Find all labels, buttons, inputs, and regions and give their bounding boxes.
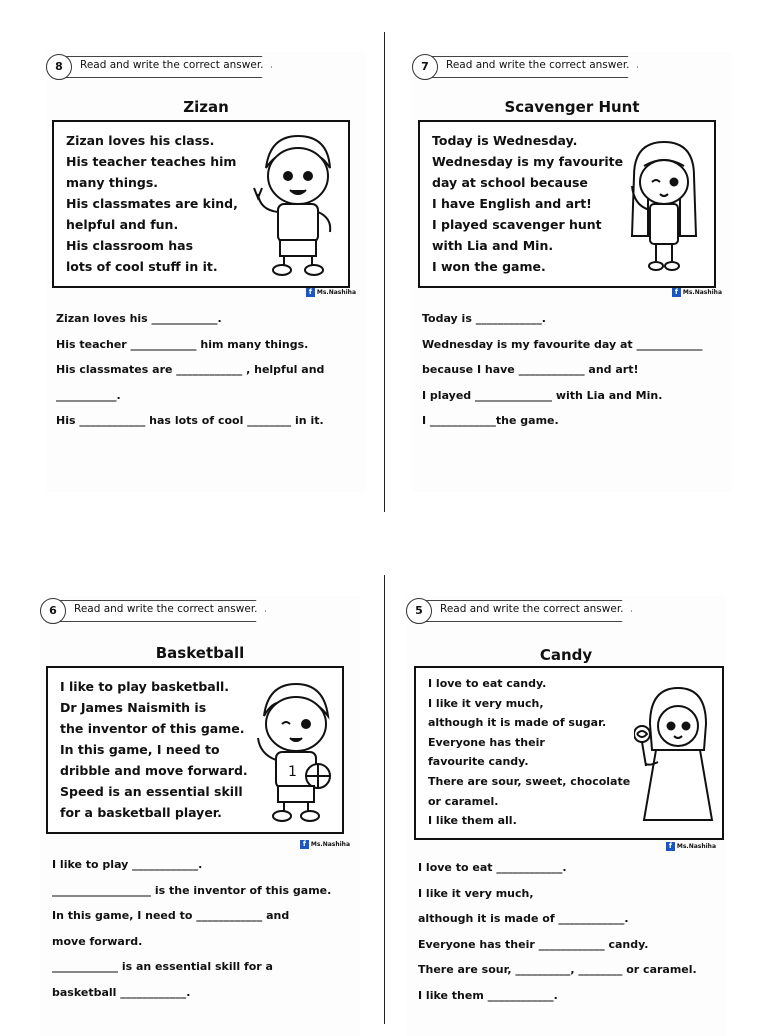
story-text	[66, 130, 238, 277]
worksheet-header	[406, 596, 646, 626]
story-line: I like it very much,	[428, 696, 544, 710]
question-line: I like to play ____________.	[52, 858, 203, 871]
credit-text: Ms.Nashiha	[682, 289, 722, 296]
question-line: In this game, I need to ____________ and	[52, 909, 290, 922]
story-line: lots of cool stuff in it.	[66, 259, 218, 274]
story-line: His teacher teaches him	[66, 154, 237, 169]
story-text	[60, 676, 248, 823]
story-text	[428, 674, 630, 831]
question-line: His ____________ has lots of cool ________ in it.	[56, 414, 324, 427]
question-list	[418, 855, 697, 1008]
divider-top	[384, 32, 385, 512]
question-line: basketball ____________.	[52, 985, 191, 999]
author-credit	[300, 840, 350, 849]
worksheet-card-zizan	[46, 52, 366, 492]
question-line: Zizan loves his ____________.	[56, 312, 222, 325]
divider-bottom	[384, 575, 385, 1024]
author-credit	[306, 288, 356, 297]
story-title: Candy	[539, 646, 593, 664]
story-line: although it is made of sugar.	[428, 716, 607, 730]
worksheet-header	[412, 52, 652, 82]
question-line: His teacher ____________ him many things.	[56, 337, 309, 351]
credit-text: Ms.Nashiha	[676, 843, 716, 850]
story-line: I like to play basketball.	[60, 679, 230, 694]
story-line: His classmates are kind,	[66, 196, 238, 211]
question-line: Wednesday is my favourite day at ____________	[422, 337, 703, 351]
girl-winking-illustration	[620, 136, 708, 276]
story-title: Scavenger Hunt	[504, 98, 640, 116]
story-line: I like them all.	[428, 814, 517, 828]
worksheet-number: 7	[412, 54, 438, 80]
story-box	[52, 120, 350, 288]
question-line: __________________ is the inventor of this game.	[52, 883, 332, 897]
story-line: Speed is an essential skill	[60, 784, 243, 799]
question-line: I love to eat ____________.	[418, 861, 567, 874]
question-line: ____________ is an essential skill for a	[52, 960, 273, 973]
question-list	[422, 306, 702, 434]
story-line: the inventor of this game.	[60, 721, 245, 736]
facebook-icon: f	[300, 840, 309, 849]
facebook-icon: f	[666, 842, 675, 851]
story-line: Dr James Naismith is	[60, 700, 207, 715]
story-line: I played scavenger hunt	[432, 217, 602, 232]
story-line: His classroom has	[66, 238, 194, 253]
instruction-text: Read and write the correct answer.	[74, 603, 258, 615]
question-line: There are sour, __________, ________ or caramel.	[418, 963, 697, 976]
question-list	[52, 852, 331, 1005]
question-list	[56, 306, 324, 434]
facebook-icon: f	[306, 288, 315, 297]
girl-candy-illustration	[634, 680, 718, 830]
worksheet-header	[46, 52, 286, 82]
story-line: Everyone has their	[428, 735, 545, 749]
question-line: His classmates are ____________ , helpful and	[56, 363, 325, 376]
worksheet-number: 5	[406, 598, 432, 624]
question-line: I like them ____________.	[418, 988, 558, 1002]
worksheet-header	[40, 596, 280, 626]
story-line: helpful and fun.	[66, 217, 179, 232]
story-title: Basketball	[155, 644, 245, 662]
story-line: favourite candy.	[428, 755, 529, 769]
author-credit	[672, 288, 722, 297]
worksheet-card-basketball	[40, 596, 360, 1036]
story-box	[418, 120, 716, 288]
worksheet-number: 8	[46, 54, 72, 80]
boy-basketball-illustration	[252, 678, 338, 826]
story-line: Wednesday is my favourite	[432, 154, 624, 169]
facebook-icon: f	[672, 288, 681, 297]
credit-text: Ms.Nashiha	[316, 289, 356, 296]
worksheet-number: 6	[40, 598, 66, 624]
question-line: Today is ____________.	[422, 312, 546, 325]
question-line: although it is made of ____________.	[418, 912, 629, 925]
svg-text:1: 1	[288, 764, 297, 780]
story-line: dribble and move forward.	[60, 763, 248, 778]
story-line: I have English and art!	[432, 196, 592, 211]
author-credit	[666, 842, 716, 851]
story-line: for a basketball player.	[60, 805, 222, 820]
story-line: I won the game.	[432, 259, 546, 274]
question-line: because I have ____________ and art!	[422, 363, 639, 376]
story-text	[432, 130, 623, 277]
story-title: Zizan	[183, 98, 229, 116]
story-line: I love to eat candy.	[428, 677, 547, 690]
worksheet-card-scavenger-hunt	[412, 52, 732, 492]
question-line: I played ______________ with Lia and Min.	[422, 388, 663, 402]
story-box	[414, 666, 724, 840]
instruction-text: Read and write the correct answer.	[80, 59, 264, 71]
story-line: or caramel.	[428, 794, 499, 808]
instruction-text: Read and write the correct answer.	[440, 603, 624, 615]
story-box	[46, 666, 344, 834]
instruction-text: Read and write the correct answer.	[446, 59, 630, 71]
credit-text: Ms.Nashiha	[310, 841, 350, 848]
story-line: day at school because	[432, 175, 588, 190]
boy-waving-illustration	[250, 128, 342, 278]
question-line: Everyone has their ____________ candy.	[418, 937, 649, 951]
story-line: many things.	[66, 175, 159, 190]
question-line: I ____________the game.	[422, 414, 559, 427]
story-line: In this game, I need to	[60, 742, 220, 757]
story-line: with Lia and Min.	[432, 238, 554, 253]
question-line: move forward.	[52, 934, 143, 948]
story-line: Zizan loves his class.	[66, 133, 215, 148]
story-line: There are sour, sweet, chocolate	[428, 774, 631, 788]
story-line: Today is Wednesday.	[432, 133, 578, 148]
question-line: I like it very much,	[418, 886, 534, 900]
question-line: ___________.	[56, 388, 121, 402]
worksheet-card-candy	[406, 596, 726, 1036]
